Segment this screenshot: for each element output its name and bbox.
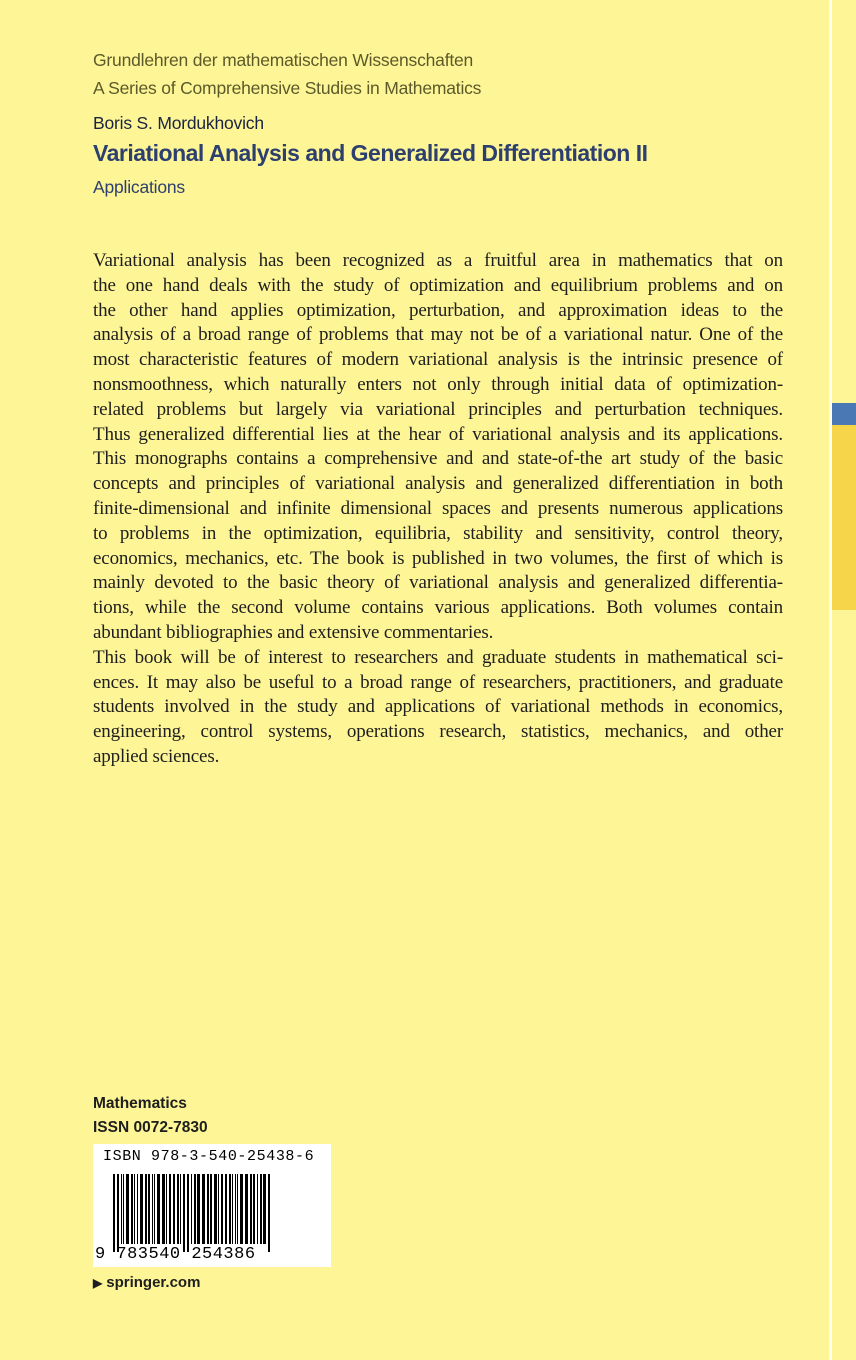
blurb-line: ences. It may also be useful to a broad range of researchers, practitioners, and graduate	[93, 671, 783, 693]
blurb-text	[93, 249, 783, 770]
subject-label: Mathematics	[93, 1095, 187, 1112]
blurb-line: finite-dimensional and infinite dimensional spaces and presents numerous applications	[93, 497, 783, 519]
barcode-bar	[113, 1174, 115, 1252]
blurb-line: the other hand applies optimization, perturbation, and approximation ideas to the	[93, 299, 783, 321]
blurb-line: Variational analysis has been recognized as a fruitful area in mathematics that on	[93, 250, 783, 271]
blurb-line: the one hand deals with the study of optimization and equilibrium problems and on	[93, 274, 783, 296]
barcode-bar	[218, 1174, 219, 1244]
barcode-bar	[166, 1174, 167, 1244]
barcode-bar	[202, 1174, 205, 1244]
barcode-bar	[229, 1174, 231, 1244]
series-description: A Series of Comprehensive Studies in Mathematics	[93, 78, 482, 98]
barcode-bar	[197, 1174, 200, 1244]
barcode-bar	[214, 1174, 217, 1244]
barcode-bar	[250, 1174, 252, 1244]
blurb-line: applied sciences.	[93, 745, 220, 767]
barcode-bar	[207, 1174, 209, 1244]
blurb-line: engineering, control systems, operations research, statistics, mechanics, and other	[93, 721, 783, 743]
blurb-line: tions, while the second volume contains various applications. Both volumes contain	[93, 597, 783, 619]
barcode-bar	[221, 1174, 223, 1244]
barcode-bar	[169, 1174, 171, 1244]
barcode-bar	[194, 1174, 196, 1244]
barcode-bar	[235, 1174, 236, 1244]
barcode-bar	[173, 1174, 175, 1244]
barcode-bar	[126, 1174, 129, 1244]
spine-edge	[829, 0, 832, 1360]
blurb-line: related problems but largely via variational principles and perturbation techniques.	[93, 398, 783, 420]
barcode-bar	[157, 1174, 160, 1244]
blurb-line: economics, mechanics, etc. The book is published in two volumes, the first of which is	[93, 547, 783, 569]
barcode-bar	[148, 1174, 150, 1244]
barcode-bar	[225, 1174, 227, 1244]
publisher-link[interactable]	[93, 1274, 200, 1291]
barcode-bar	[162, 1174, 165, 1244]
series-name: Grundlehren der mathematischen Wissenschaften	[93, 50, 474, 70]
barcode-bar	[210, 1174, 212, 1244]
barcode-bar	[134, 1174, 135, 1244]
meta-info	[93, 1092, 208, 1140]
barcode-digits: 9 783540 254386	[95, 1245, 256, 1264]
blurb-line: concepts and principles of variational analysis and generalized differentiation in both	[93, 473, 783, 495]
barcode-box	[93, 1144, 331, 1267]
barcode-bar	[140, 1174, 143, 1244]
author-name: Boris S. Mordukhovich	[93, 113, 264, 133]
barcode-bar	[191, 1174, 192, 1244]
barcode-bar	[260, 1174, 262, 1244]
spine-strip	[829, 0, 856, 1360]
barcode-bar	[145, 1174, 147, 1244]
blurb-line: mainly devoted to the basic theory of variational analysis and generalized differentia-	[93, 572, 783, 594]
blurb-line: analysis of a broad range of problems that may not be of a variational natur. One of the	[93, 324, 783, 346]
barcode-bar	[152, 1174, 153, 1244]
issn-label: ISSN 0072-7830	[93, 1119, 208, 1136]
barcode-bar	[183, 1174, 185, 1252]
blurb-line: abundant bibliographies and extensive commentaries.	[93, 621, 494, 643]
blurb-line: most characteristic features of modern variational analysis is the intrinsic presence of	[93, 349, 783, 371]
isbn-label: ISBN 978-3-540-25438-6	[103, 1148, 315, 1165]
barcode-bar	[177, 1174, 179, 1244]
spine-gold-band	[832, 425, 856, 610]
blurb-line: students involved in the study and applications of variational methods in economics,	[93, 696, 783, 718]
blurb-line: Thus generalized differential lies at the hear of variational analysis and its applications.	[93, 423, 783, 445]
book-subtitle: Applications	[93, 177, 185, 197]
spine-blue-band	[832, 403, 856, 425]
blurb-line: nonsmoothness, which naturally enters not only through initial data of optimization-	[93, 373, 783, 395]
barcode-bar	[123, 1174, 124, 1244]
barcode-bar	[180, 1174, 181, 1244]
barcode-bar	[245, 1174, 248, 1244]
barcode-bar	[232, 1174, 233, 1244]
barcode-bar	[154, 1174, 155, 1244]
publisher-url: springer.com	[106, 1274, 201, 1291]
series-header	[93, 46, 481, 102]
barcode-bar	[237, 1174, 238, 1244]
barcode-bar	[263, 1174, 266, 1244]
blurb-line: This book will be of interest to researchers and graduate students in mathematical sci-	[93, 646, 783, 668]
barcode-bar	[253, 1174, 255, 1244]
barcode-bar	[240, 1174, 243, 1244]
arrow-right-icon: ▶	[93, 1276, 103, 1290]
blurb-line: This monographs contains a comprehensive and and state-of-the art study of the basic	[93, 448, 783, 470]
barcode-bar	[268, 1174, 270, 1252]
barcode-bar	[137, 1174, 138, 1244]
barcode-bar	[257, 1174, 258, 1244]
barcode-bar	[121, 1174, 122, 1244]
barcode-bar	[117, 1174, 119, 1252]
barcode-bar	[131, 1174, 133, 1244]
blurb-line: to problems in the optimization, equilibria, stability and sensitivity, control theory,	[93, 522, 783, 544]
barcode-bar	[187, 1174, 189, 1252]
book-title: Variational Analysis and Generalized Differentiation II	[93, 140, 648, 166]
